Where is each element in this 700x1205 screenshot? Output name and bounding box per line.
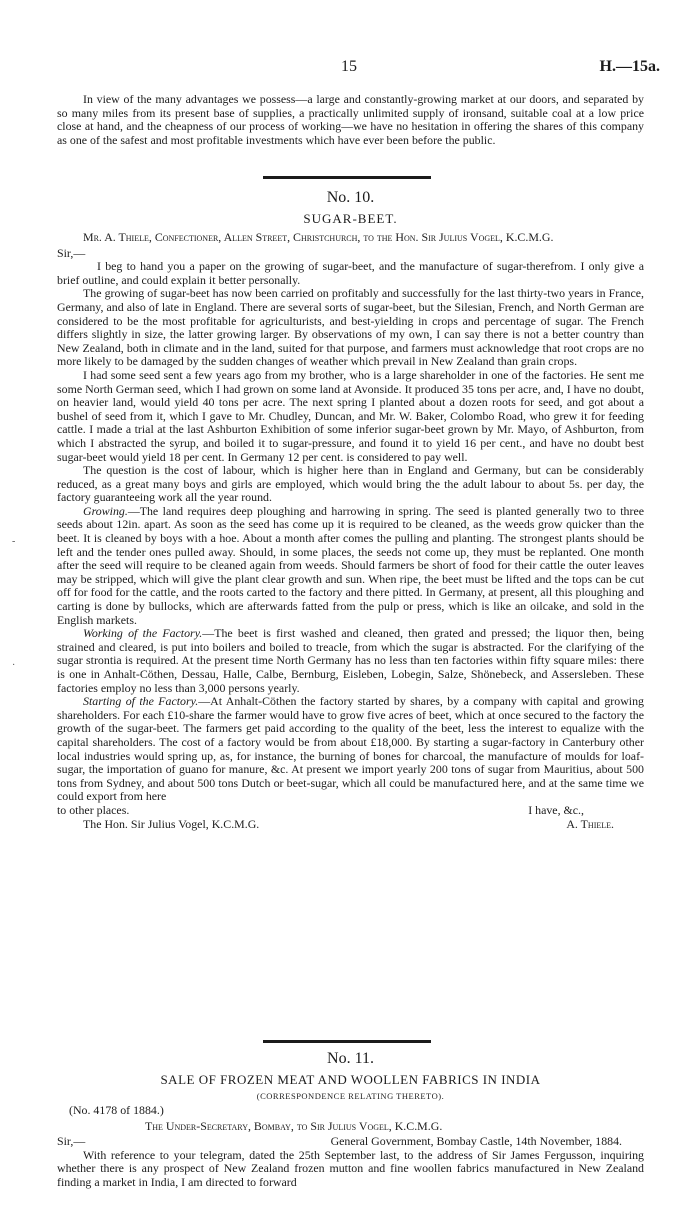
- letter-salutation: Sir,—: [57, 245, 86, 260]
- working-text: —The beet is first washed and cleaned, then grated and pressed; the liquor then, being strained and cleared, is put into boilers and boiled to treacle, from which the sugar is abstracted. For the clarifying of the sugar strontia is required. At the present time North Germany has no less than ten factories within fifty square miles: there is one in Anhalt-Cöthen, Dessau, Halle, Calbe, Bernburg, Eisleben, Lobegin, Salze, Shönebeck, and Assersleben. These factories employ no less than 3,000 persons yearly.: [57, 626, 645, 695]
- letter-paragraph: The question is the cost of labour, which is higher here than in England and Germany, but can be considerably reduced, as a great many boys and girls are employed, which would bring the the adult labour to about 5s. per day, the factory guaranteeing work all the year round.: [57, 463, 644, 505]
- letter-salutation: Sir,—: [57, 1134, 86, 1149]
- starting-heading: Starting of the Factory.: [83, 694, 199, 709]
- letter-from-line: Mr. A. Thiele, Confectioner, Allen Street, Christchurch, to the Hon. Sir Julius Vogel, K.C.M.G.: [83, 230, 554, 244]
- section-10-title: SUGAR-BEET.: [303, 211, 398, 226]
- signature-row: [57, 818, 644, 832]
- salutation-row: [57, 1135, 644, 1149]
- section-11-letter: [57, 1104, 644, 1190]
- dateline: General Government, Bombay Castle, 14th November, 1884.: [330, 1134, 622, 1149]
- starting-paragraph: [57, 695, 644, 804]
- growing-text: —The land requires deep ploughing and harrowing in spring. The seed is planted generally two to three seeds about 12in. apart. As soon as the seed has come up it is required to be cleaned, as the weeds grow quicker than the beet. It is cleaned by boys with a hoe. About a month after comes the pulling and planting. The strongest plants should be left and the tender ones pulled away. Should, in some places, the seeds not come up, they must be replanted. One month after the seed will require to be cleaned again from weeds. Should farmers be short of food for their cattle the outer leaves may be stripped, which will give the plant clear growth and sun. When ripe, the beet must be lifted and the tops can be cut off for food for the cattle, and the roots carted to the factory and there pitted. In Germany, at present, all this ploughing and carting is done by bullocks, which are afterwards fatted from the pulp or press, which is like an oilcake, and sold in the English markets.: [57, 503, 644, 627]
- section-11-title: SALE OF FROZEN MEAT AND WOOLLEN FABRICS IN INDIA: [160, 1072, 541, 1087]
- letter-paragraph: With reference to your telegram, dated the 25th September last, to the address of Sir James Fergusson, inquiring whether there is any prospect of New Zealand frozen mutton and fine woollen fabrics manufactured in New Zealand finding a market in India, I am directed to forward: [57, 1147, 644, 1189]
- margin-mark: ·: [12, 660, 16, 671]
- section-10-number: No. 10.: [326, 189, 375, 206]
- letter-paragraph: I had some seed sent a few years ago from my brother, who is a large shareholder in one of the factories. He sent me some North German seed, which I had grown on some land at Avonside. It produced 35 tons per acre, and, I have no doubt, on heavier land, would yield 40 tons per acre. The next spring I planted about a dozen roots for seed, and got about a bushel of seed from it, which I gave to Mr. Chudley, Duncan, and Mr. W. Baker, Colombo Road, who grew it for feeding cattle. I made a trial at the last Ashburton Exhibition of some inferior sugar-beet grown by Mr. Mayo, of Ashburton, from which I abstracted the syrup, and boiled it to sugar-pressure, and found it to yield 16 per cent., and have no doubt best sugar-beet would yield 18 per cent. In Germany 12 per cent. is considered to pay well.: [57, 367, 644, 464]
- working-paragraph: [57, 627, 644, 695]
- closing-right: I have, &c.,: [528, 802, 584, 817]
- document-reference: H.—15a.: [599, 58, 660, 75]
- section-divider: [263, 1040, 431, 1043]
- letter-paragraph: The growing of sugar-beet has now been carried on profitably and successfully for the last thirty-two years in France, Germany, and also of late in England. There are several sorts of sugar-beet, but the Silesian, French, and North German are considered to be the most profitable for agriculturists, and best-yielding in crops and percentage of sugar. The French differs slightly in size, the latter growing larger. By observations of my own, I can say there is not a better country than New Zealand, both in climate and in the land, suited for that purpose, and farmers must acknowledge that root crops are no more likely to be damaged by the sudden changes of weather which prevail in New Zealand than grain crops.: [57, 286, 644, 369]
- reference-number: (No. 4178 of 1884.): [69, 1103, 164, 1117]
- margin-mark: -: [12, 536, 16, 547]
- signature: A. Thiele.: [566, 816, 614, 831]
- section-divider: [263, 176, 431, 179]
- addressee: The Hon. Sir Julius Vogel, K.C.M.G.: [83, 816, 260, 831]
- growing-paragraph: [57, 505, 644, 627]
- intro-block: [57, 93, 644, 147]
- intro-paragraph: In view of the many advantages we possess—a large and constantly-growing market at our doors, and separated by so many miles from its present base of supplies, a practically unlimited supply of ironsand, suitable coal at a low price close at hand, and the cheapness of our process of working—we have no hesitation in offering the shares of this company as one of the safest and most profitable investments which have ever been before the public.: [57, 92, 644, 147]
- page-number: 15: [341, 58, 357, 75]
- working-heading: Working of the Factory.: [83, 626, 203, 641]
- growing-heading: Growing.: [83, 503, 128, 518]
- letter-paragraph: I beg to hand you a paper on the growing of sugar-beet, and the manufacture of sugar-therefrom. I only give a brief outline, and could explain it better personally.: [57, 259, 644, 287]
- letter-from-line: The Under-Secretary, Bombay, to Sir Julius Vogel, K.C.M.G.: [145, 1118, 443, 1133]
- closing-left: to other places.: [57, 802, 130, 817]
- closing-row: [57, 804, 644, 818]
- starting-text: —At Anhalt-Cöthen the factory started by shares, by a company with capital and growing shareholders. For each £10-share the farmer would have to grow five acres of beet, which at once secured to the factory the growth of the sugar-beet. The farmers get paid according to the quality of the beet, less the interest to equalize with the capital shareholders. The cost of a factory would be from about £18,000. By starting a sugar-factory in Canterbury other local industries would spring up, as, for instance, the burning of bones for charcoal, the manufacture of moulds for loaf-sugar, the importation of guano for manure, &c. At present we import yearly 200 tons of sugar from Mauritius, about 500 tons from Sydney, and about 500 tons Dutch or beet-sugar, which all could be manufactured here, and at the same time we could export from here: [57, 694, 644, 804]
- section-11-number: No. 11.: [327, 1050, 374, 1067]
- section-10-letter: [57, 231, 644, 831]
- section-11-subtitle: (CORRESPONDENCE RELATING THERETO).: [256, 1091, 445, 1101]
